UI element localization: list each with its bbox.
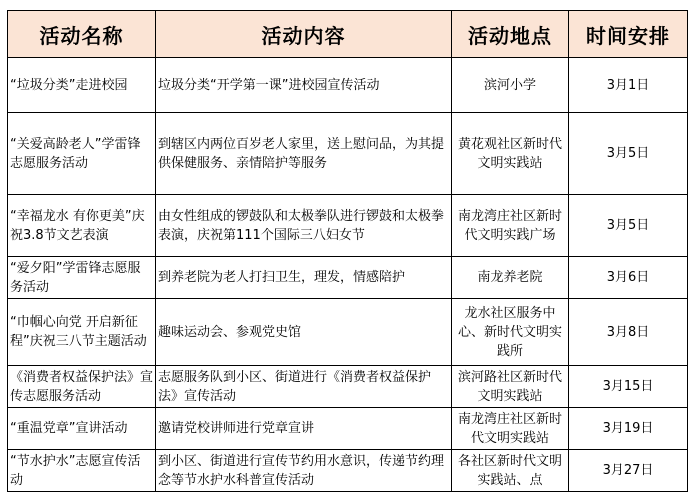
activity-time-cell: 3月5日: [569, 195, 688, 257]
table-row: [8, 299, 688, 366]
activity-name-cell: “爱夕阳”学雷锋志愿服务活动: [8, 257, 156, 299]
activity-content-cell: 趣味运动会、参观党史馆: [156, 299, 452, 366]
table-row: [8, 195, 688, 257]
activity-time-cell: 3月15日: [569, 366, 688, 408]
table-row: [8, 450, 688, 492]
header-time-schedule: 时间安排: [569, 11, 688, 58]
activity-place-cell: 南龙养老院: [452, 257, 569, 299]
table-row: [8, 58, 688, 113]
activity-time-cell: 3月1日: [569, 58, 688, 113]
table-row: [8, 257, 688, 299]
activity-content-cell: 邀请党校讲师进行党章宣讲: [156, 408, 452, 450]
activity-content-cell: 志愿服务队到小区、街道进行《消费者权益保护法》宣传活动: [156, 366, 452, 408]
table-row: [8, 113, 688, 195]
activity-name-cell: “幸福龙水 有你更美”庆祝3.8节文艺表演: [8, 195, 156, 257]
activity-place-cell: 滨河小学: [452, 58, 569, 113]
header-activity-name: 活动名称: [8, 11, 156, 58]
activity-schedule-table: [7, 10, 688, 492]
activity-time-cell: 3月19日: [569, 408, 688, 450]
activity-name-cell: “重温党章”宣讲活动: [8, 408, 156, 450]
activity-time-cell: 3月27日: [569, 450, 688, 492]
activity-name-cell: “关爱高龄老人”学雷锋志愿服务活动: [8, 113, 156, 195]
activity-place-cell: 龙水社区服务中心、新时代文明实践所: [452, 299, 569, 366]
header-activity-place: 活动地点: [452, 11, 569, 58]
table-header-row: [8, 11, 688, 58]
activity-content-cell: 由女性组成的锣鼓队和太极拳队进行锣鼓和太极拳表演，庆祝第111个国际三八妇女节: [156, 195, 452, 257]
activity-place-cell: 黄花观社区新时代文明实践站: [452, 113, 569, 195]
activity-content-cell: 垃圾分类“开学第一课”进校园宣传活动: [156, 58, 452, 113]
activity-name-cell: 《消费者权益保护法》宣传志愿服务活动: [8, 366, 156, 408]
activity-place-cell: 南龙湾庄社区新时代文明实践站: [452, 408, 569, 450]
activity-content-cell: 到养老院为老人打扫卫生，理发，情感陪护: [156, 257, 452, 299]
activity-place-cell: 南龙湾庄社区新时代文明实践广场: [452, 195, 569, 257]
activity-time-cell: 3月6日: [569, 257, 688, 299]
activity-content-cell: 到辖区内两位百岁老人家里，送上慰问品，为其提供保健服务、亲情陪护等服务: [156, 113, 452, 195]
activity-name-cell: “巾帼心向党 开启新征程”庆祝三八节主题活动: [8, 299, 156, 366]
activity-place-cell: 滨河路社区新时代文明实践站: [452, 366, 569, 408]
header-activity-content: 活动内容: [156, 11, 452, 58]
activity-place-cell: 各社区新时代文明实践站、点: [452, 450, 569, 492]
table-row: [8, 366, 688, 408]
table-row: [8, 408, 688, 450]
activity-time-cell: 3月8日: [569, 299, 688, 366]
activity-content-cell: 到小区、街道进行宣传节约用水意识，传递节约理念等节水护水科普宣传活动: [156, 450, 452, 492]
activity-name-cell: “垃圾分类”走进校园: [8, 58, 156, 113]
activity-time-cell: 3月5日: [569, 113, 688, 195]
activity-name-cell: “节水护水”志愿宣传活动: [8, 450, 156, 492]
